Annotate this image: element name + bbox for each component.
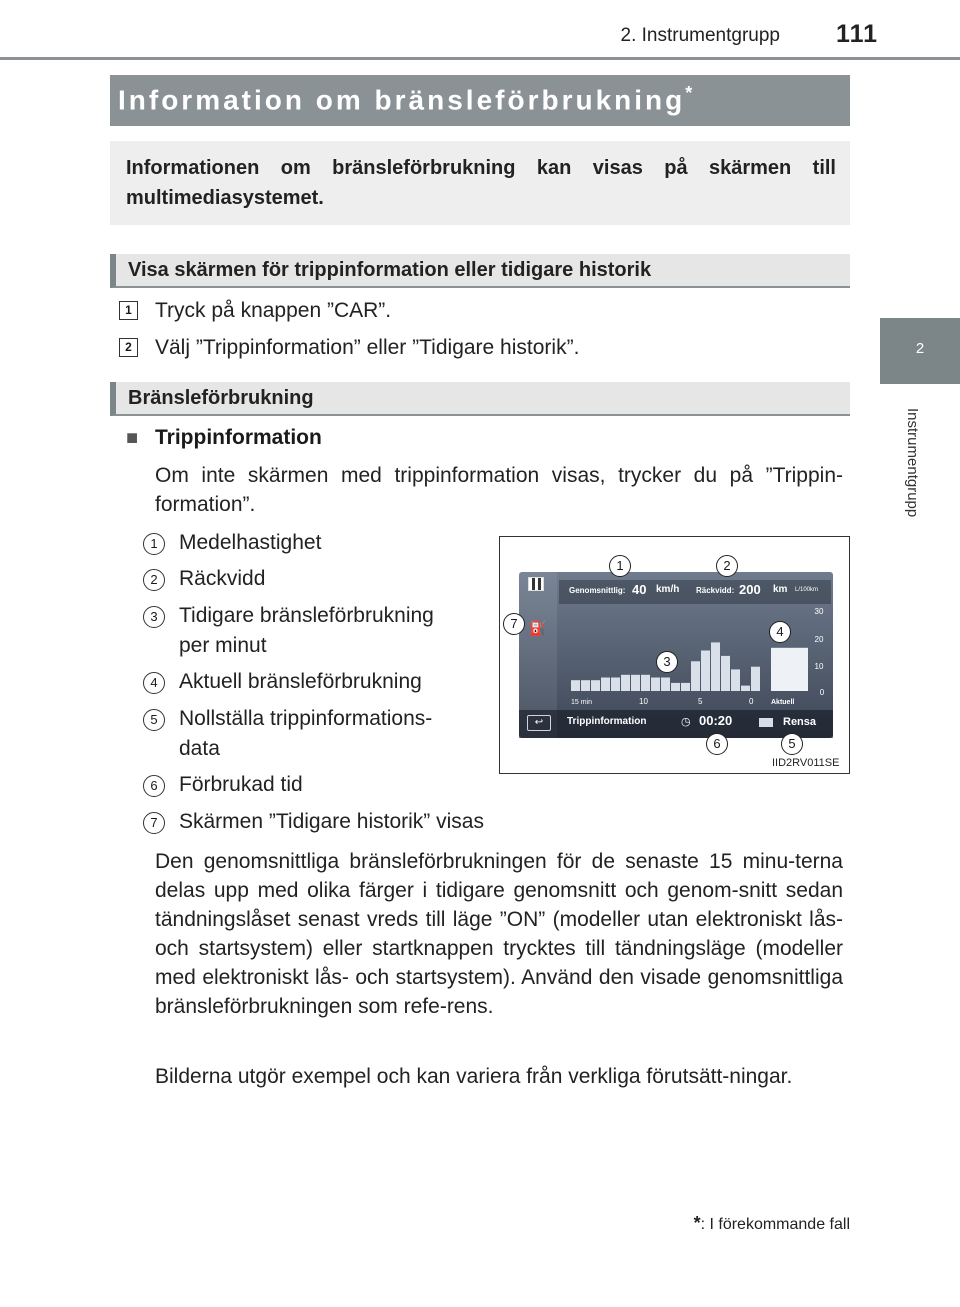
item-text-5-line2: data	[179, 737, 220, 760]
avg-speed-unit: km/h	[656, 584, 680, 595]
intro-text: Informationen om bränsleförbrukning kan visas på skärmen till multimediasystemet.	[126, 157, 836, 209]
avg-speed-label: Genomsnittlig:	[569, 586, 626, 595]
history-bar	[741, 686, 750, 691]
history-bar	[611, 678, 620, 692]
history-bar	[711, 642, 720, 691]
callout-number-7: 7	[143, 812, 165, 834]
section-heading-text: Visa skärmen för trippinformation eller tidigare historik	[128, 259, 652, 281]
step-number-2: 2	[119, 338, 138, 357]
disclaimer-paragraph: Bilderna utgör exempel och kan variera från verkliga förutsätt-ningar.	[155, 1065, 793, 1088]
history-bar	[571, 680, 580, 691]
section-heading-trip-display	[110, 254, 850, 288]
history-bar	[681, 683, 690, 691]
figure-callout-4: 4	[769, 621, 791, 643]
history-bar	[621, 675, 630, 691]
checkered-flag-icon	[528, 577, 544, 591]
page-number: 111	[836, 20, 878, 48]
x-tick-10: 10	[639, 697, 648, 706]
callout-number-5: 5	[143, 709, 165, 731]
subsection-text: Om inte skärmen med trippinformation visas, trycker du på ”Trippin-formation”.	[155, 464, 843, 516]
history-bar	[731, 669, 740, 691]
footnote-star: *	[693, 1213, 701, 1233]
page-title-text: Information om bränsleförbrukning	[118, 84, 686, 116]
current-consumption-bar	[771, 648, 808, 691]
history-bar	[631, 675, 640, 691]
fuel-history-chart	[559, 606, 833, 708]
clear-button[interactable]: Rensa	[783, 716, 817, 728]
back-arrow-icon[interactable]: ↩	[527, 715, 551, 731]
y-tick-20: 20	[814, 635, 824, 644]
figure-callout-1: 1	[609, 555, 631, 577]
footnote-text: : I förekommande fall	[700, 1216, 850, 1233]
callout-number-6: 6	[143, 775, 165, 797]
step-text-2: Välj ”Trippinformation” eller ”Tidigare historik”.	[155, 336, 580, 359]
elapsed-time: 00:20	[699, 713, 733, 728]
item-text-1: Medelhastighet	[179, 531, 322, 554]
figure-callout-6: 6	[706, 733, 728, 755]
history-bar	[581, 680, 590, 691]
fuel-unit-label: L/100km	[795, 587, 819, 593]
title-star: *	[685, 83, 693, 103]
callout-number-3: 3	[143, 606, 165, 628]
history-bar	[651, 678, 660, 692]
footnote	[694, 1213, 850, 1234]
history-bar	[671, 683, 680, 691]
history-bar	[701, 651, 710, 692]
history-bar	[721, 656, 730, 691]
item-text-3-line2: per minut	[179, 634, 267, 657]
section-heading-text: Bränsleförbrukning	[128, 387, 314, 409]
current-label: Aktuell	[771, 699, 795, 706]
item-text-3-line1: Tidigare bränsleförbrukning	[179, 604, 434, 627]
x-tick-0: 0	[749, 697, 754, 706]
callout-number-4: 4	[143, 672, 165, 694]
step-number-1: 1	[119, 301, 138, 320]
page-title	[118, 83, 692, 116]
item-text-6: Förbrukad tid	[179, 773, 303, 796]
history-bar	[591, 680, 600, 691]
screen-title: Trippinformation	[567, 716, 647, 727]
step-text-1: Tryck på knappen ”CAR”.	[155, 299, 392, 322]
header-section-title: 2. Instrumentgrupp	[620, 25, 780, 46]
range-unit: km	[773, 584, 788, 595]
y-tick-10: 10	[814, 662, 824, 671]
history-bar	[641, 675, 650, 691]
item-text-2: Räckvidd	[179, 567, 266, 590]
item-text-7: Skärmen ”Tidigare historik” visas	[179, 810, 484, 833]
chapter-tab-number: 2	[915, 340, 925, 357]
avg-speed-value: 40	[632, 582, 647, 597]
y-tick-30: 30	[814, 607, 824, 616]
figure-callout-3: 3	[656, 651, 678, 673]
header-rule	[0, 57, 960, 60]
figure-callout-7: 7	[503, 613, 525, 635]
square-bullet-icon: ■	[126, 427, 139, 449]
history-bar	[751, 667, 760, 691]
explanation-paragraph: Den genomsnittliga bränsleförbrukningen för de senaste 15 minu-terna delas upp med olika färger i tidigare genomsnitt och genom-snitt sedan tändningslåset senast vreds till läge ”ON” (modeller utan elektroniskt lås- och startsystem) eller startknappen trycktes till tändningsläge (modeller med elektroniskt lås- och startsystem). Använd den visade genomsnittliga bränsleförbrukningen som refe-rens.	[155, 850, 843, 1018]
callout-number-2: 2	[143, 569, 165, 591]
subsection-heading: Trippinformation	[155, 426, 322, 449]
section-heading-fuel	[110, 382, 850, 416]
history-bar	[601, 678, 610, 692]
callout-number-1: 1	[143, 533, 165, 555]
x-tick-5: 5	[698, 697, 703, 706]
clear-icon	[759, 718, 773, 727]
y-tick-0: 0	[819, 688, 825, 697]
item-text-5-line1: Nollställa trippinformations-	[179, 707, 433, 730]
item-text-4: Aktuell bränsleförbrukning	[179, 670, 422, 693]
x-tick-15min: 15 min	[571, 699, 593, 706]
figure-callout-5: 5	[781, 733, 803, 755]
range-value: 200	[739, 582, 761, 597]
clock-icon: ◷	[681, 716, 691, 728]
history-bar	[691, 661, 700, 691]
history-bar	[661, 678, 670, 692]
figure-callout-2: 2	[716, 555, 738, 577]
figure-code: IID2RV011SE	[772, 757, 840, 769]
range-label: Räckvidd:	[696, 586, 735, 595]
history-screen-icon: ⛽	[529, 620, 547, 636]
chapter-tab-label: Instrumentgrupp	[904, 408, 921, 518]
